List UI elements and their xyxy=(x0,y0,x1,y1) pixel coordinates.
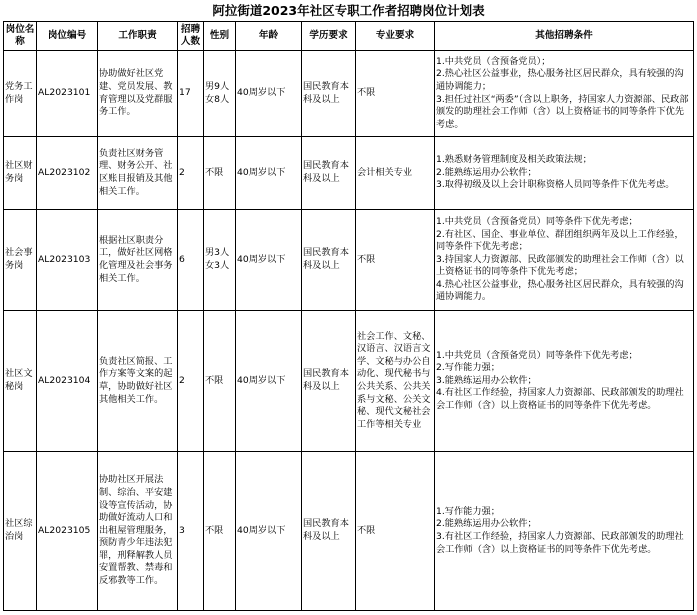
condition-item: 2.有社区、国企、事业单位、群团组织两年及以上工作经验，同等条件下优先考虑； xyxy=(436,228,684,253)
cell-duty: 负责社区财务管理、财务公开、社区账目报销及其他相关工作。 xyxy=(98,137,178,210)
cell-duty: 协助社区开展法制、综治、平安建设等宣传活动，协助做好流动人口和出租屋管理服务，预防青少年违法犯罪，刑释解教人员安置帮教、禁毒和反邪教等工作。 xyxy=(98,452,178,611)
cell-edu: 国民教育本科及以上 xyxy=(302,210,356,311)
cell-edu: 国民教育本科及以上 xyxy=(302,137,356,210)
condition-item: 3.担任过社区“两委”（含以上职务，持国家人力资源部、民政部颁发的助理社会工作师（含）以上资格证书的同等条件下优先考虑。 xyxy=(436,93,689,130)
condition-item: 4.热心社区公益事业，热心服务社区居民群众，具有较强的沟通协调能力。 xyxy=(436,278,684,303)
cell-age: 40周岁以下 xyxy=(236,51,302,137)
header-num: 招聘人数 xyxy=(178,22,204,51)
cell-code: AL2023104 xyxy=(37,311,98,452)
cell-name: 党务工作岗 xyxy=(4,51,37,137)
header-sex: 性别 xyxy=(204,22,236,51)
condition-item: 4.有社区工作经验，持国家人力资源部、民政部颁发的助理社会工作师（含）以上资格证书的同等条件下优先考虑。 xyxy=(436,387,684,411)
cell-sex: 不限 xyxy=(204,137,236,210)
cell-sex: 男3人女3人 xyxy=(204,210,236,311)
condition-item: 2.写作能力强； xyxy=(436,362,500,374)
header-major: 专业要求 xyxy=(356,22,435,51)
table-row xyxy=(4,452,694,611)
condition-item: 1.写作能力强； xyxy=(436,505,500,517)
cell-name: 社区文秘岗 xyxy=(4,311,37,452)
cell-name: 社会事务岗 xyxy=(4,210,37,311)
cell-num: 17 xyxy=(178,51,204,137)
header-age: 年龄 xyxy=(236,22,302,51)
cell-age: 40周岁以下 xyxy=(236,137,302,210)
cell-other xyxy=(435,137,694,210)
table-body xyxy=(4,51,694,611)
cell-major: 不限 xyxy=(356,51,435,137)
cell-edu: 国民教育本科及以上 xyxy=(302,452,356,611)
cell-num: 3 xyxy=(178,452,204,611)
cell-num: 2 xyxy=(178,311,204,452)
header-other: 其他招聘条件 xyxy=(435,22,694,51)
cell-major: 不限 xyxy=(356,210,435,311)
header-edu: 学历要求 xyxy=(302,22,356,51)
table-row xyxy=(4,51,694,137)
page-title: 阿拉街道2023年社区专职工作者招聘岗位计划表 xyxy=(212,3,485,18)
header-duty: 工作职责 xyxy=(98,22,178,51)
condition-item: 2.能熟练运用办公软件； xyxy=(436,518,537,530)
cell-other xyxy=(435,210,694,311)
condition-item: 3.取得初级及以上会计职称资格人员同等条件下优先考虑。 xyxy=(436,179,675,191)
recruitment-table xyxy=(3,21,694,611)
cell-age: 40周岁以下 xyxy=(236,311,302,452)
cell-major: 会计相关专业 xyxy=(356,137,435,210)
cell-edu: 国民教育本科及以上 xyxy=(302,311,356,452)
header-row xyxy=(4,22,694,51)
cell-duty: 协助做好社区党建、党员发展、教育管理以及党群服务工作。 xyxy=(98,51,178,137)
table-row xyxy=(4,210,694,311)
cell-sex: 不限 xyxy=(204,311,236,452)
table-row xyxy=(4,137,694,210)
header-name: 岗位名称 xyxy=(4,22,37,51)
cell-name: 社区财务岗 xyxy=(4,137,37,210)
cell-other xyxy=(435,311,694,452)
condition-item: 1.中共党员（含预备党员）同等条件下优先考虑； xyxy=(436,349,638,361)
cell-sex: 男9人女8人 xyxy=(204,51,236,137)
condition-item: 1.熟悉财务管理制度及相关政策法规； xyxy=(436,154,592,166)
cell-code: AL2023101 xyxy=(37,51,98,137)
cell-name: 社区综治岗 xyxy=(4,452,37,611)
cell-num: 6 xyxy=(178,210,204,311)
cell-major: 社会工作、文秘、汉语言、汉语言文学、文秘与办公自动化、现代秘书与公共关系、公共关系与文秘、公关文秘、现代文秘社会工作等相关专业 xyxy=(356,311,435,452)
cell-age: 40周岁以下 xyxy=(236,210,302,311)
cell-code: AL2023105 xyxy=(37,452,98,611)
condition-item: 3.有社区工作经验，持国家人力资源部、民政部颁发的助理社会工作师（含）以上资格证书的同等条件下优先考虑。 xyxy=(436,531,684,555)
cell-edu: 国民教育本科及以上 xyxy=(302,51,356,137)
condition-item: 3.持国家人力资源部、民政部颁发的助理社会工作师（含）以上资格证书的同等条件下优先考虑； xyxy=(436,253,684,278)
header-code: 岗位编号 xyxy=(37,22,98,51)
condition-item: 3.能熟练运用办公软件； xyxy=(436,374,537,386)
condition-item: 1.中共党员（含预备党员）同等条件下优先考虑； xyxy=(436,215,638,227)
cell-major: 不限 xyxy=(356,452,435,611)
cell-age: 40周岁以下 xyxy=(236,452,302,611)
cell-sex: 不限 xyxy=(204,452,236,611)
condition-item: 2.热心社区公益事业，热心服务社区居民群众，具有较强的沟通协调能力； xyxy=(436,68,684,92)
cell-code: AL2023103 xyxy=(37,210,98,311)
cell-other xyxy=(435,452,694,611)
table-row xyxy=(4,311,694,452)
condition-item: 1.中共党员（含预备党员）； xyxy=(436,55,551,67)
cell-other xyxy=(435,51,694,137)
cell-duty: 根据社区职责分工，做好社区网格化管理及社会事务相关工作。 xyxy=(98,210,178,311)
cell-code: AL2023102 xyxy=(37,137,98,210)
cell-duty: 负责社区简报、工作方案等文案的起草，协助做好社区其他相关工作。 xyxy=(98,311,178,452)
cell-num: 2 xyxy=(178,137,204,210)
condition-item: 2.能熟练运用办公软件； xyxy=(436,166,537,178)
